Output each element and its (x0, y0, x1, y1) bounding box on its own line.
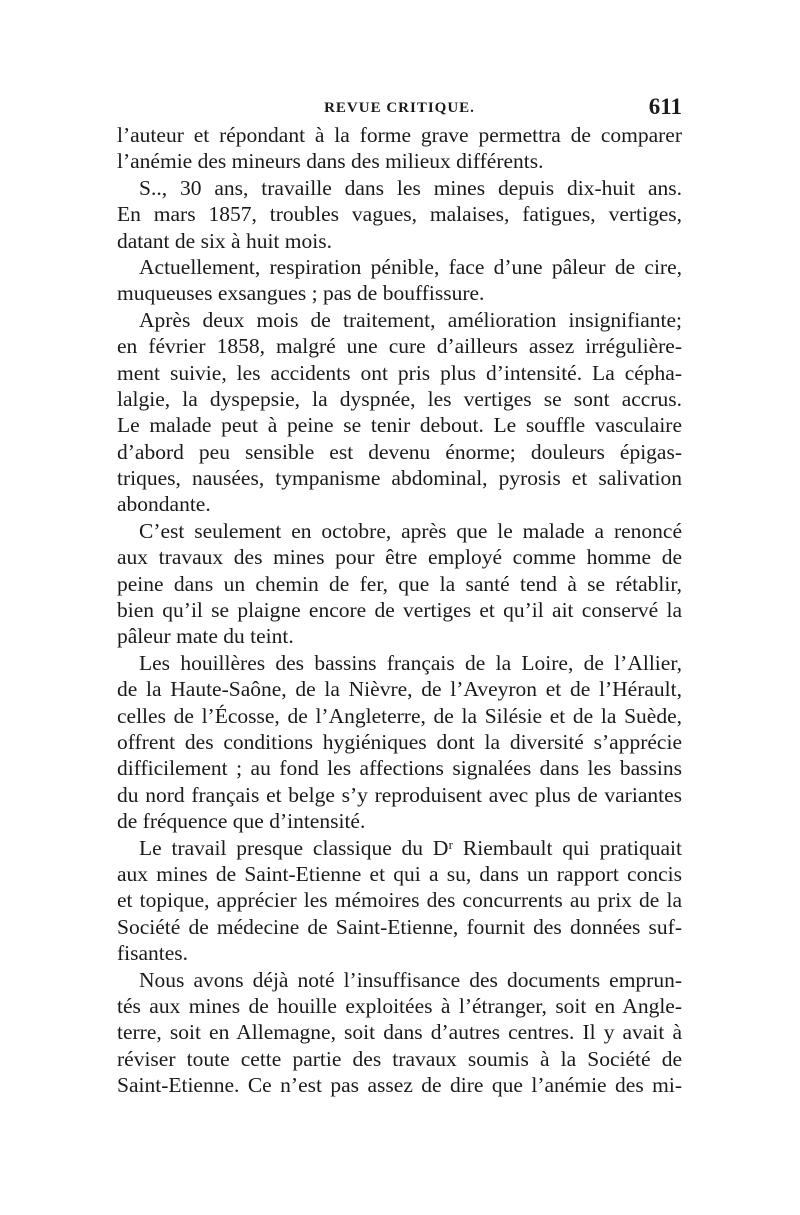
text-line: de fréquence que d’intensité. (117, 809, 366, 834)
text-line: l’anémie des mineurs dans des milieux différents. (117, 149, 544, 174)
text-line: celles de l’Écosse, de l’Angleterre, de la Silésie et de la Suède, (117, 703, 682, 728)
text-line: abondante. (117, 492, 211, 517)
text-line: Le malade peut à peine se tenir debout. Le souffle vasculaire (117, 413, 682, 438)
text-line: terre, soit en Allemagne, soit dans d’autres centres. Il y avait à (117, 1020, 682, 1045)
text-line: Actuellement, respiration pénible, face d’une pâleur de cire, (139, 254, 682, 279)
text-line: muqueuses exsangues ; pas de bouffissure. (117, 281, 485, 306)
text-line: Nous avons déjà noté l’insuffisance des documents emprun- (139, 967, 682, 992)
text-line: tés aux mines de houille exploitées à l’étranger, soit en Angle- (117, 993, 682, 1018)
text-line: datant de six à huit mois. (117, 228, 332, 253)
text-line: aux mines de Saint-Etienne et qui a su, dans un rapport concis (117, 861, 682, 886)
page-number: 611 (648, 94, 682, 119)
text-line: En mars 1857, troubles vagues, malaises, fatigues, vertiges, (117, 202, 682, 227)
text-line: du nord français et belge s’y reproduisent avec plus de variantes (117, 782, 682, 807)
text-line: aux travaux des mines pour être employé comme homme de (117, 545, 682, 570)
text-line: offrent des conditions hygiéniques dont la diversité s’apprécie (117, 729, 682, 754)
text-line: Société de médecine de Saint-Etienne, fournit des données suf- (117, 914, 682, 939)
body-text (117, 122, 682, 1098)
text-line: lalgie, la dyspepsie, la dyspnée, les vertiges se sont accrus. (117, 386, 682, 411)
text-line: Le travail presque classique du Dʳ Riembault qui pratiquait (139, 835, 682, 860)
text-line: S.., 30 ans, travaille dans les mines depuis dix-huit ans. (139, 175, 682, 200)
text-line: peine dans un chemin de fer, que la santé tend à se rétablir, (117, 571, 682, 596)
text-line: bien qu’il se plaigne encore de vertiges et qu’il ait conservé la (117, 598, 682, 623)
text-line: ment suivie, les accidents ont pris plus d’intensité. La cépha- (117, 360, 682, 385)
text-line: difficilement ; au fond les affections signalées dans les bassins (117, 756, 682, 781)
text-line: Après deux mois de traitement, amélioration insignifiante; (139, 307, 682, 332)
text-line: Les houillères des bassins français de la Loire, de l’Allier, (139, 650, 682, 675)
text-line: d’abord peu sensible est devenu énorme; douleurs épigas- (117, 439, 682, 464)
text-line: triques, nausées, tympanisme abdominal, pyrosis et salivation (117, 466, 682, 491)
text-line: fisantes. (117, 941, 189, 966)
text-line: C’est seulement en octobre, après que le malade a renoncé (139, 518, 682, 543)
text-line: l’auteur et répondant à la forme grave permettra de comparer (117, 123, 682, 147)
text-line: Saint-Etienne. Ce n’est pas assez de dire que l’anémie des mi- (117, 1073, 682, 1098)
text-line: réviser toute cette partie des travaux soumis à la Société de (117, 1046, 682, 1071)
text-line: pâleur mate du teint. (117, 624, 294, 649)
text-line: en février 1858, malgré une cure d’ailleurs assez irrégulière- (117, 334, 682, 359)
running-title: REVUE CRITIQUE. (324, 100, 475, 116)
text-line: de la Haute-Saône, de la Nièvre, de l’Aveyron et de l’Hérault, (117, 677, 682, 702)
text-line: et topique, apprécier les mémoires des concurrents au prix de la (117, 888, 682, 913)
